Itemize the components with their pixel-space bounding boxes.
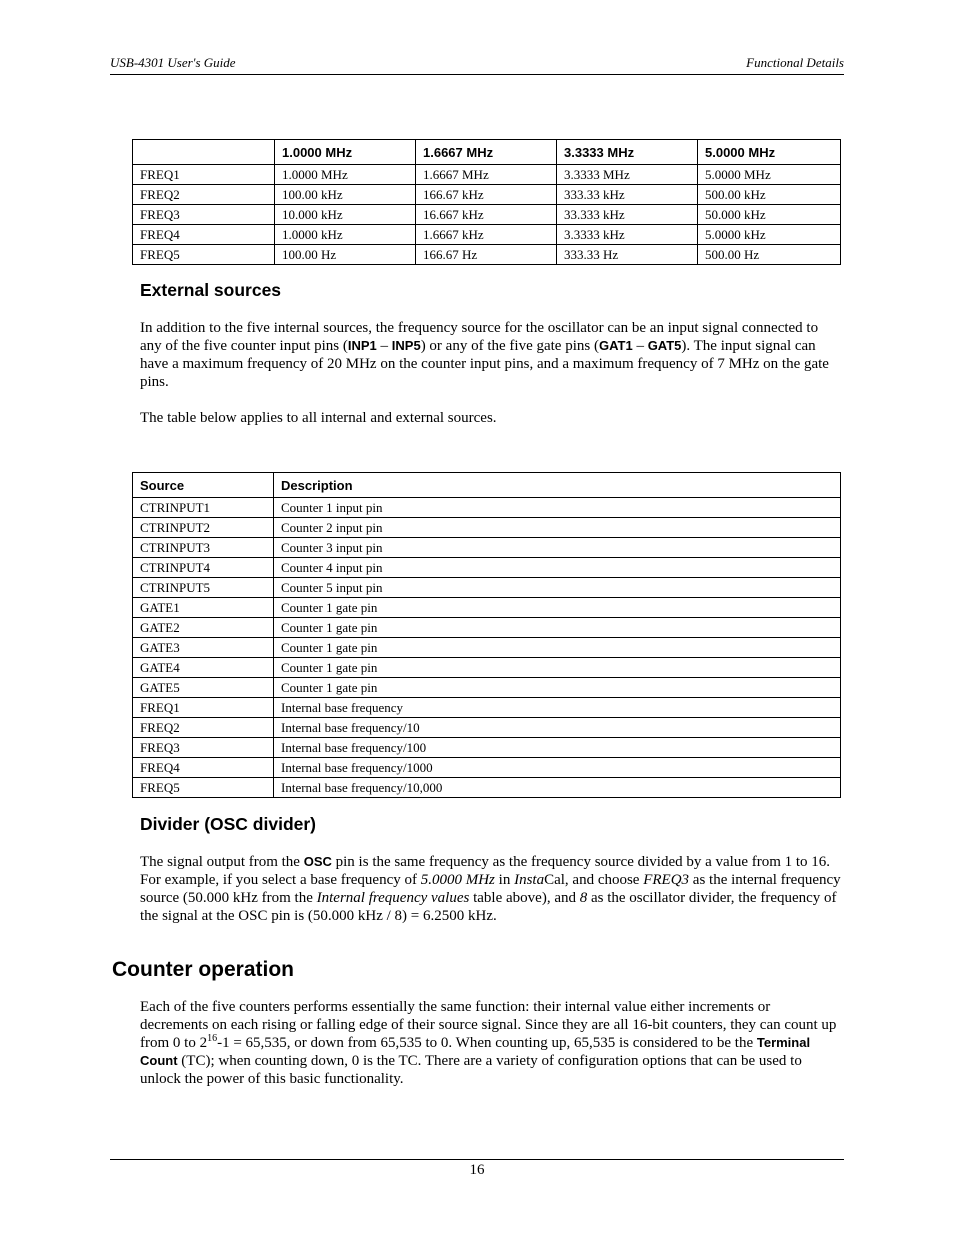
table-cell: 333.33 kHz <box>557 185 698 205</box>
section-heading-divider: Divider (OSC divider) <box>140 814 317 834</box>
internal-frequency-table <box>132 139 841 265</box>
table-cell: FREQ5 <box>133 245 275 265</box>
text-run: ). The input signal can have a maximum frequency of 20 MHz on the counter input pins, and a maximum frequency of 7 MHz on the gate pins. <box>140 338 829 390</box>
table-cell: Internal base frequency/1000 <box>274 758 841 778</box>
table-cell: GATE5 <box>133 678 274 698</box>
table-row <box>133 698 841 718</box>
table-row <box>133 538 841 558</box>
table-cell: CTRINPUT5 <box>133 578 274 598</box>
table-row <box>133 245 841 265</box>
table-cell: FREQ4 <box>133 758 274 778</box>
text-run: -1 = 65,535, or down from 65,535 to 0. When counting up, 65,535 is considered to be the <box>217 1035 757 1051</box>
table-row <box>133 758 841 778</box>
table-cell: 3.3333 MHz <box>557 165 698 185</box>
table-cell: GATE4 <box>133 658 274 678</box>
table-cell: Counter 3 input pin <box>274 538 841 558</box>
text-run: – <box>632 338 648 354</box>
table-cell: Counter 5 input pin <box>274 578 841 598</box>
table-cell: 166.67 kHz <box>416 185 557 205</box>
table-cell: 5.0000 kHz <box>698 225 841 245</box>
text-run: The signal output from the <box>140 854 304 870</box>
table-cell: Internal base frequency/10,000 <box>274 778 841 798</box>
table-cell: FREQ2 <box>133 718 274 738</box>
table-row <box>133 598 841 618</box>
table-cell: 3.3333 kHz <box>557 225 698 245</box>
page-number: 16 <box>469 1162 485 1178</box>
table-cell: CTRINPUT4 <box>133 558 274 578</box>
table-cell: 10.000 kHz <box>275 205 416 225</box>
text-run: Internal frequency values <box>316 890 470 906</box>
table-cell: GATE1 <box>133 598 274 618</box>
term-terminal-count: Terminal Count <box>140 1035 811 1068</box>
external-sources-paragraph <box>140 319 842 391</box>
header-doc-title: USB-4301 User's Guide <box>110 55 236 70</box>
table-cell: 16.667 kHz <box>416 205 557 225</box>
pin-label-osc: OSC <box>303 854 332 869</box>
text-run: Each of the five counters performs essentially the same function: their internal value either increments or decrements on each rising or falling edge of their source signal. Since they are all 16-bit counters, they can count up from 0 to 2 <box>140 999 837 1051</box>
table-cell: 333.33 Hz <box>557 245 698 265</box>
table-row <box>133 738 841 758</box>
table-cell: Counter 1 gate pin <box>274 618 841 638</box>
text-run: ) or any of the five gate pins ( <box>420 338 599 354</box>
table-cell: 33.333 kHz <box>557 205 698 225</box>
table-cell: Counter 1 gate pin <box>274 638 841 658</box>
table-cell: FREQ1 <box>133 165 275 185</box>
text-run: table above), and <box>469 890 580 906</box>
table-cell: Counter 2 input pin <box>274 518 841 538</box>
table-row <box>133 498 841 518</box>
table-row <box>133 225 841 245</box>
table-cell: FREQ2 <box>133 185 275 205</box>
text-run: pin is the same frequency as the frequency source divided by a value from 1 to 16. For example, if you select a base frequency of <box>140 854 831 888</box>
table-cell: Counter 1 gate pin <box>274 598 841 618</box>
superscript-exponent: 16 <box>207 1033 218 1044</box>
column-header: 1.0000 MHz <box>275 140 416 165</box>
header-rule <box>110 74 844 75</box>
table-cell: Counter 1 input pin <box>274 498 841 518</box>
table-cell: GATE3 <box>133 638 274 658</box>
table-cell: CTRINPUT2 <box>133 518 274 538</box>
section-heading-external-sources: External sources <box>140 280 282 300</box>
header-section-title: Functional Details <box>746 55 844 70</box>
table-cell: 1.0000 MHz <box>275 165 416 185</box>
text-run: as the oscillator divider, the frequency of the signal at the OSC pin is (50.000 kHz / 8) = 6.2500 kHz. <box>140 890 837 924</box>
table-cell: GATE2 <box>133 618 274 638</box>
pin-label-inp5: INP5 <box>391 338 421 353</box>
section-heading-counter-operation: Counter operation <box>112 958 294 981</box>
table-cell: Counter 4 input pin <box>274 558 841 578</box>
table-cell: 500.00 Hz <box>698 245 841 265</box>
table-row <box>133 558 841 578</box>
table-row <box>133 778 841 798</box>
table-cell: FREQ4 <box>133 225 275 245</box>
divider-paragraph <box>140 853 842 925</box>
table-row <box>133 618 841 638</box>
table-cell: FREQ3 <box>133 738 274 758</box>
table-cell: 166.67 Hz <box>416 245 557 265</box>
table-cell: 100.00 kHz <box>275 185 416 205</box>
pin-label-inp1: INP1 <box>347 338 377 353</box>
text-run: (TC); when counting down, 0 is the TC. There are a variety of configuration options that can be used to unlock the power of this basic functionality. <box>140 1053 802 1087</box>
pin-label-gat5: GAT5 <box>647 338 682 353</box>
source-description-table <box>132 472 841 798</box>
text-run: – <box>376 338 392 354</box>
table-row <box>133 658 841 678</box>
column-header: 3.3333 MHz <box>557 140 698 165</box>
text-run: 5.0000 MHz <box>420 872 495 888</box>
table-cell: FREQ1 <box>133 698 274 718</box>
table-cell: Counter 1 gate pin <box>274 658 841 678</box>
counter-operation-paragraph <box>140 998 842 1088</box>
table-cell: 100.00 Hz <box>275 245 416 265</box>
table-row <box>133 718 841 738</box>
table-cell: CTRINPUT1 <box>133 498 274 518</box>
column-header <box>133 140 275 165</box>
table-row <box>133 638 841 658</box>
table-row <box>133 165 841 185</box>
text-run: In addition to the five internal sources, the frequency source for the oscillator can be an input signal connected to any of the five counter input pins ( <box>140 320 819 354</box>
table-cell: Internal base frequency <box>274 698 841 718</box>
column-header: 5.0000 MHz <box>698 140 841 165</box>
table-cell: 50.000 kHz <box>698 205 841 225</box>
table-intro-paragraph: The table below applies to all internal and external sources. <box>140 410 497 426</box>
table-cell: 1.0000 kHz <box>275 225 416 245</box>
column-header: 1.6667 MHz <box>416 140 557 165</box>
text-run: FREQ3 <box>643 872 690 888</box>
table-cell: Internal base frequency/10 <box>274 718 841 738</box>
table-cell: 1.6667 MHz <box>416 165 557 185</box>
table-header-row <box>133 473 841 498</box>
text-run: as the internal frequency source (50.000 kHz from the <box>140 872 841 906</box>
footer-rule <box>110 1159 844 1160</box>
table-cell: FREQ3 <box>133 205 275 225</box>
table-cell: Internal base frequency/100 <box>274 738 841 758</box>
table-cell: Counter 1 gate pin <box>274 678 841 698</box>
text-run: Insta <box>514 872 545 888</box>
table-cell: 1.6667 kHz <box>416 225 557 245</box>
column-header: Description <box>274 473 841 498</box>
table-row <box>133 678 841 698</box>
table-cell: 500.00 kHz <box>698 185 841 205</box>
table-cell: FREQ5 <box>133 778 274 798</box>
table-row <box>133 205 841 225</box>
text-run: 8 <box>579 890 588 906</box>
table-row <box>133 518 841 538</box>
pin-label-gat1: GAT1 <box>598 338 633 353</box>
table-row <box>133 185 841 205</box>
text-run: in <box>494 872 515 888</box>
text-run: Cal, and choose <box>544 872 644 888</box>
table-row <box>133 578 841 598</box>
table-cell: 5.0000 MHz <box>698 165 841 185</box>
table-cell: CTRINPUT3 <box>133 538 274 558</box>
column-header: Source <box>133 473 274 498</box>
table-header-row <box>133 140 841 165</box>
